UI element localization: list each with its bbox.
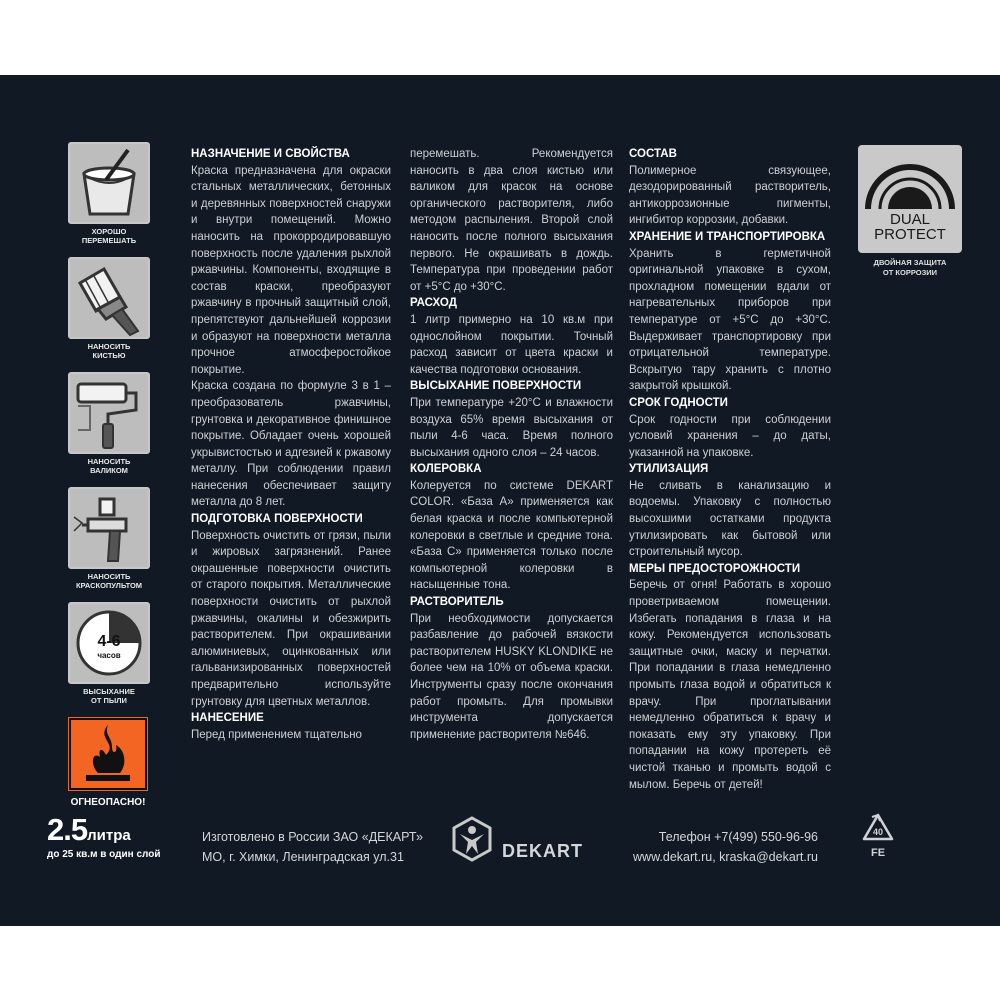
usage-icons — [68, 142, 150, 808]
flammable-caption: ОГНЕОПАСНО! — [70, 797, 146, 808]
dual-protect-line1: DUAL — [889, 211, 930, 228]
recycle-material: FE — [870, 847, 886, 859]
heading-solvent: РАСТВОРИТЕЛЬ — [410, 596, 504, 609]
paragraph: Не сливать в канализацию и водоемы. Упаковку с полностью высохшими остатками продукта утилизировать как бытовой или строительный мусор. — [629, 479, 831, 559]
heading-consumption: РАСХОД — [410, 297, 457, 310]
coverage-note: до 25 кв.м в один слой — [47, 849, 161, 860]
heading-application: НАНЕСЕНИЕ — [191, 712, 264, 725]
heading-storage: ХРАНЕНИЕ И ТРАНСПОРТИРОВКА — [629, 230, 826, 243]
heading-tinting: КОЛЕРОВКА — [410, 463, 482, 476]
dekart-logo-icon — [452, 816, 492, 862]
website-email: www.dekart.ru, kraska@dekart.ru — [633, 850, 818, 864]
manufacturer-line2: МО, г. Химки, Ленинградская ул.31 — [202, 850, 404, 864]
spray-gun-icon — [68, 487, 150, 569]
heading-purpose: НАЗНАЧЕНИЕ И СВОЙСТВА — [191, 148, 350, 160]
heading-shelf-life: СРОК ГОДНОСТИ — [629, 396, 728, 409]
paragraph: Хранить в герметичной оригинальной упаковке в сухом, прохладном помещении вдали от нагревательных приборов при температуре от +5°С до +30°С. Выдерживает транспортировку при отрицательной температуре. Вскрытую тару хранить с плотно закрытой крышкой. — [629, 247, 831, 393]
roller-caption: НАНОСИТЬ ВАЛИКОМ — [87, 457, 131, 475]
volume-number: 2.5 — [47, 812, 88, 847]
flammable-icon — [68, 717, 148, 791]
roller-icon — [68, 372, 150, 454]
phone: Телефон +7(499) 550-96-96 — [658, 830, 818, 844]
paragraph: Перед применением тщательно — [191, 728, 362, 741]
paragraph: Краска создана по формуле 3 в 1 – преобразователь ржавчины, грунтовка и декоративное финишное покрытие. Обладает очень хорошей укрывистостью и адгезией к ржавому металлу. При соблюдении правил нанесения обеспечивает защиту металла до 8 лет. — [191, 380, 391, 509]
dual-protect-badge — [858, 145, 962, 253]
paragraph: 1 литр примерно на 10 кв.м при однослойном покрытии. Точный расход зависит от цвета краски и качества подготовки основания. — [410, 313, 613, 376]
paragraph: При температуре +20°С и влажности воздуха 65% время высыхания от пыли 4-6 часа. Время полного высыхания одного слоя – 24 часов. — [410, 396, 613, 459]
heading-surface-prep: ПОДГОТОВКА ПОВЕРХНОСТИ — [191, 513, 363, 526]
manufacturer-line1: Изготовлено в России ЗАО «ДЕКАРТ» — [202, 830, 423, 844]
dual-protect-caption: ДВОЙНАЯ ЗАЩИТА ОТ КОРРОЗИИ — [873, 258, 947, 277]
brand-name: DEKART — [502, 841, 583, 861]
spray-gun-caption: НАНОСИТЬ КРАСКОПУЛЬТОМ — [75, 572, 143, 590]
heading-disposal: УТИЛИЗАЦИЯ — [629, 463, 709, 476]
stir-icon — [68, 142, 150, 224]
shield-arc-icon — [858, 145, 962, 215]
stir-caption: ХОРОШО ПЕРЕМЕШАТЬ — [81, 227, 137, 245]
volume — [47, 812, 131, 848]
heading-precautions: МЕРЫ ПРЕДОСТОРОЖНОСТИ — [629, 562, 801, 575]
paragraph: Поверхность очистить от грязи, пыли и жировых загрязнений. Ранее окрашенные поверхности очистить от старого покрытия. Металлические поверхности очистить от рыхлой ржавчины, окалины и обезжирить растворителем. При окрашивании алюминиевых, оцинкованных или гальванизированных поверхностей предварительно используйте грунтовку для цветных металлов. — [191, 529, 391, 708]
paragraph: Краска предназначена для окраски стальных металлических, бетонных и деревянных поверхностей снаружи и внутри помещений. Можно наносить на прокорродировавшую поверхность после удаления рыхлой ржавчины. Компоненты, входящие в состав краски, преобразуют ржавчину в прочный защитный слой, препятствуют дальнейшей коррозии и образуют на поверхности металла прочное атмосферостойкое покрытие. — [191, 164, 391, 376]
brush-caption: НАНОСИТЬ КИСТЬЮ — [87, 342, 131, 360]
clock-icon — [68, 602, 150, 684]
heading-composition: СОСТАВ — [629, 148, 677, 160]
clock-unit: часов — [97, 651, 121, 660]
volume-unit: литра — [87, 827, 131, 844]
paragraph: Колеруется по системе DEKART COLOR. «База А» применяется как белая краска и после компьютерной колеровки в светлые и средние тона. «База С» применяется только после компьютерной колеровки в насыщенные тона. — [410, 479, 613, 592]
paragraph: Срок годности при соблюдении условий хранения – до даты, указанной на упаковке. — [629, 413, 831, 459]
paragraph: Беречь от огня! Работать в хорошо проветриваемом помещении. Избегать попадания в глаза и на кожу. Рекомендуется использовать защитные очки, маску и перчатки. При попадании в глаза немедленно промыть глаза водой и обратиться к врачу. При проглатывании немедленно обратиться к врачу и показать ему эту упаковку. При попадании на кожу протереть её чистой тканью и промыть водой с мылом. Беречь от детей! — [629, 579, 831, 791]
text-column-1 — [191, 146, 391, 743]
recycle-icon — [858, 812, 898, 862]
heading-drying: ВЫСЫХАНИЕ ПОВЕРХНОСТИ — [410, 380, 582, 393]
text-column-3 — [629, 146, 831, 793]
clock-caption: ВЫСЫХАНИЕ ОТ ПЫЛИ — [83, 687, 135, 705]
manufacturer-info — [202, 827, 423, 867]
clock-hours: 4-6 — [97, 633, 121, 650]
paragraph: Полимерное связующее, дезодорированный растворитель, антикоррозионные пигменты, ингибитор коррозии, добавки. — [629, 164, 831, 227]
contacts — [633, 827, 818, 867]
recycle-code: 40 — [872, 827, 884, 837]
paragraph: При необходимости допускается разбавление до рабочей вязкости растворителем HUSKY KLONDIKE не более чем на 10% от объема краски. Инструменты сразу после окончания работ промыть. Для промывки инструмента допускается применение растворителя №646. — [410, 612, 613, 741]
dual-protect-line2: PROTECT — [874, 226, 946, 243]
brush-icon — [68, 257, 150, 339]
paragraph: перемешать. Рекомендуется наносить в два слоя кистью или валиком для красок на основе органического растворителя, либо методом распыления. Второй слой наносить после полного высыхания первого. Не окрашивать в дождь. Температура при проведении работ от +5°С до +30°С. — [410, 148, 613, 293]
text-column-2 — [410, 146, 613, 743]
